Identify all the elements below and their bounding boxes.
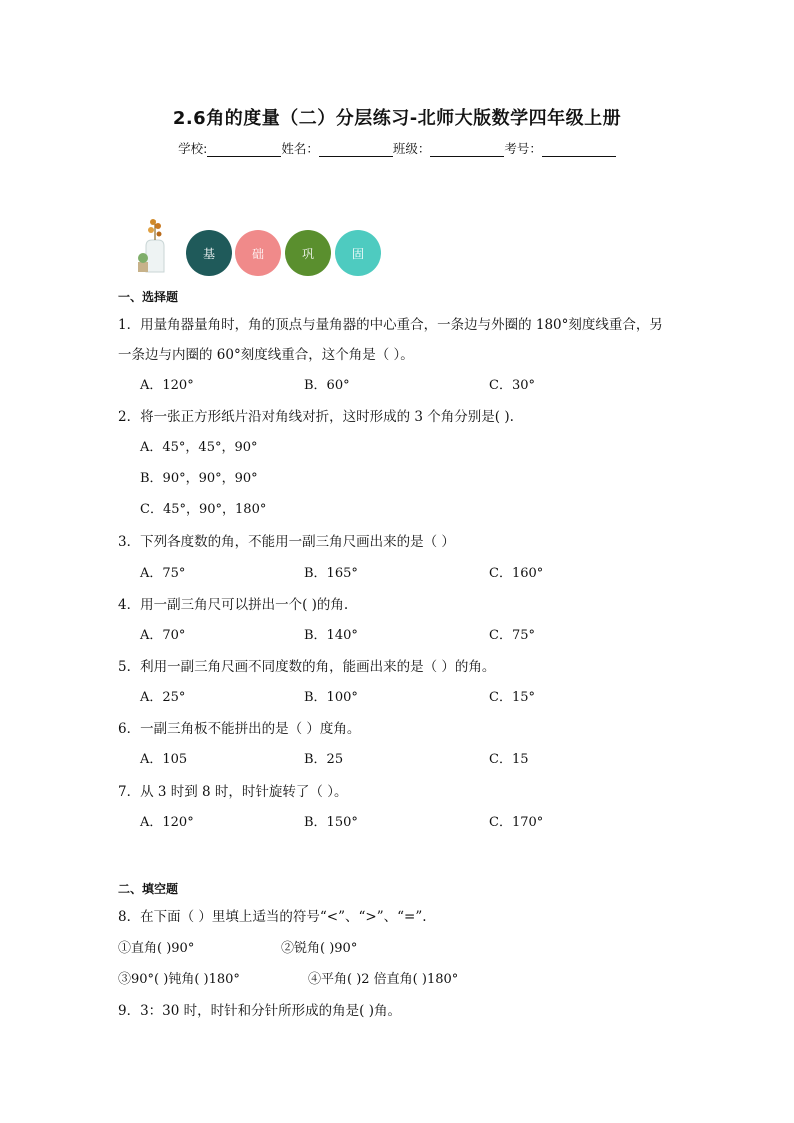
exam-no-label: 考号：: [504, 141, 542, 156]
class-blank[interactable]: [430, 143, 504, 157]
q6-option-b[interactable]: B．25: [304, 752, 344, 767]
badge-circle-4: 固: [335, 230, 381, 276]
school-blank[interactable]: [207, 143, 281, 157]
q3-option-b[interactable]: B．165°: [304, 566, 358, 581]
q8-item-4[interactable]: ④平角( )2 倍直角( )180°: [308, 972, 459, 987]
q6-option-a[interactable]: A．105: [140, 752, 188, 767]
q2-option-a[interactable]: A．45°，45°，90°: [140, 440, 258, 455]
q1-text-line2: 一条边与内圈的 60°刻度线重合，这个角是（ ）。: [118, 347, 414, 363]
q1-text-line1: 1．用量角器量角时，角的顶点与量角器的中心重合，一条边与外圈的 180°刻度线重合，另: [118, 317, 663, 333]
q1-option-a[interactable]: A．120°: [140, 378, 194, 393]
q1-option-c[interactable]: C．30°: [489, 378, 535, 393]
q8-text: 8．在下面（ ）里填上适当的符号“<”、“>”、“=”.: [118, 909, 427, 925]
q8-item-2[interactable]: ②锐角( )90°: [281, 941, 358, 956]
badge-circle-3: 巩: [285, 230, 331, 276]
q6-text: 6．一副三角板不能拼出的是（ ）度角。: [118, 721, 361, 737]
q4-option-b[interactable]: B．140°: [304, 628, 358, 643]
q7-option-c[interactable]: C．170°: [489, 815, 544, 830]
page-title: 2.6角的度量（二）分层练习-北师大版数学四年级上册: [172, 108, 622, 129]
name-blank[interactable]: [319, 143, 393, 157]
q3-text: 3．下列各度数的角，不能用一副三角尺画出来的是（ ）: [118, 534, 455, 550]
q5-option-a[interactable]: A．25°: [140, 690, 186, 705]
exam-no-blank[interactable]: [542, 143, 616, 157]
q6-option-c[interactable]: C．15: [489, 752, 529, 767]
student-info-line: [0, 139, 794, 157]
q5-option-c[interactable]: C．15°: [489, 690, 535, 705]
section-choice-heading: 一、选择题: [118, 290, 179, 304]
q7-text: 7．从 3 时到 8 时，时针旋转了（ ）。: [118, 784, 348, 800]
q2-option-c[interactable]: C．45°，90°，180°: [140, 502, 267, 517]
q7-option-a[interactable]: A．120°: [140, 815, 194, 830]
school-label: 学校:: [178, 141, 208, 156]
q5-text: 5．利用一副三角尺画不同度数的角，能画出来的是（ ）的角。: [118, 659, 496, 675]
q2-text: 2．将一张正方形纸片沿对角线对折，这时形成的 3 个角分别是( ).: [118, 409, 514, 425]
q5-option-b[interactable]: B．100°: [304, 690, 358, 705]
section-fill-heading: 二、填空题: [118, 882, 179, 896]
badge-circle-2: 础: [235, 230, 281, 276]
q4-text: 4．用一副三角尺可以拼出一个( )的角.: [118, 597, 349, 613]
q1-option-b[interactable]: B．60°: [304, 378, 350, 393]
q8-item-1[interactable]: ①直角( )90°: [118, 941, 195, 956]
q3-option-a[interactable]: A．75°: [140, 566, 186, 581]
q7-option-b[interactable]: B．150°: [304, 815, 358, 830]
badge-circle-1: 基: [186, 230, 232, 276]
plant-vase-icon: [134, 216, 174, 276]
q9-text: 9．3：30 时，时针和分针所形成的角是( )角。: [118, 1003, 401, 1019]
q3-option-c[interactable]: C．160°: [489, 566, 544, 581]
q8-item-3[interactable]: ③90°( )钝角( )180°: [118, 972, 240, 987]
q4-option-c[interactable]: C．75°: [489, 628, 535, 643]
q2-option-b[interactable]: B．90°，90°，90°: [140, 471, 258, 486]
q4-option-a[interactable]: A．70°: [140, 628, 186, 643]
class-label: 班级：: [392, 141, 431, 156]
name-label: 姓名：: [281, 141, 319, 156]
